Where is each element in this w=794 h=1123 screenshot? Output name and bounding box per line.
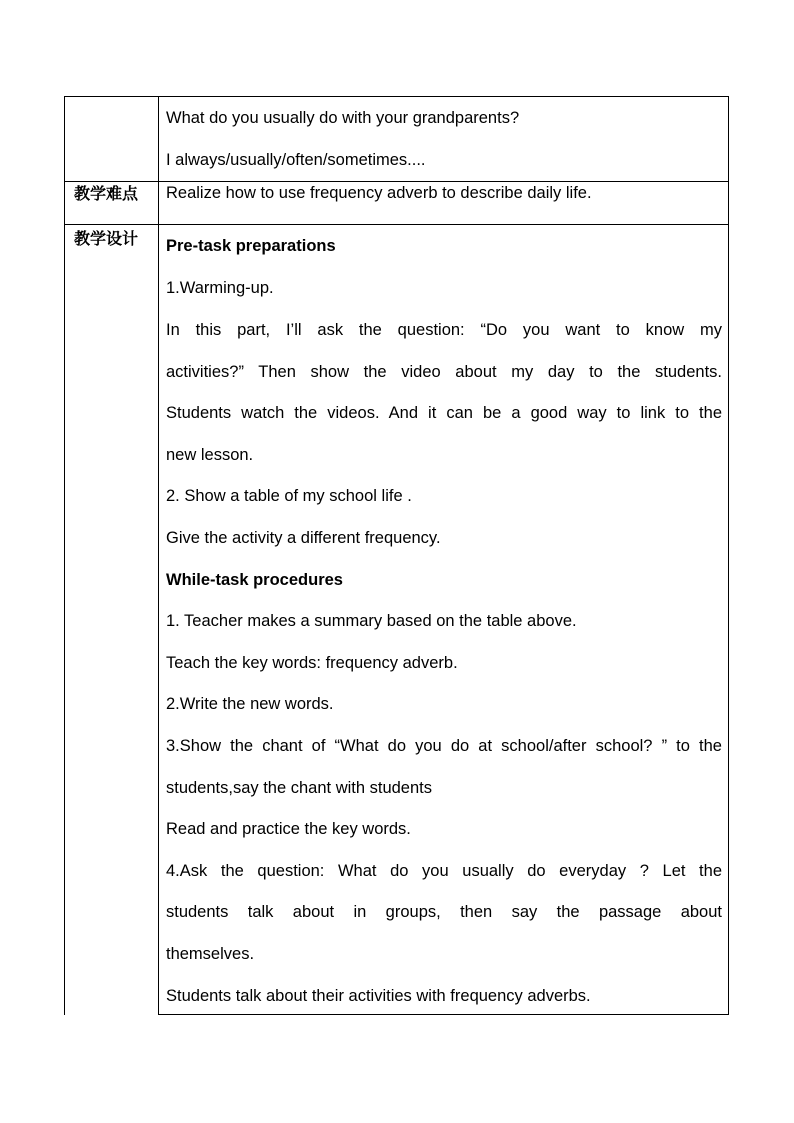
pre-task-paragraph-line: activities?” Then show the video about my day to the students. (166, 363, 722, 381)
show-table-desc: Give the activity a different frequency. (166, 529, 441, 547)
table-right-border (728, 96, 729, 1015)
chant-item-line: students,say the chant with students (166, 779, 432, 797)
pre-task-paragraph-line: new lesson. (166, 446, 254, 464)
row2-content: Realize how to use frequency adverb to describe daily life. (166, 184, 592, 202)
summary-item: 1. Teacher makes a summary based on the table above. (166, 612, 577, 630)
row-divider-2 (64, 224, 729, 225)
row1-line-1: What do you usually do with your grandparents? (166, 109, 520, 127)
question-item-line: 4.Ask the question: What do you usually do everyday ? Let the (166, 862, 722, 880)
pre-task-paragraph-line: Students watch the videos. And it can be a good way to link to the (166, 404, 722, 422)
pre-task-heading: Pre-task preparations (166, 237, 336, 255)
row1-line-2: I always/usually/often/sometimes.... (166, 151, 426, 169)
question-item-line: themselves. (166, 945, 255, 963)
write-words-item: 2.Write the new words. (166, 695, 334, 713)
summary-desc: Teach the key words: frequency adverb. (166, 654, 458, 672)
pre-task-paragraph-line: In this part, I’ll ask the question: “Do you want to know my (166, 321, 722, 339)
warming-up-item: 1.Warming-up. (166, 279, 274, 297)
show-table-item: 2. Show a table of my school life . (166, 487, 412, 505)
question-desc: Students talk about their activities with frequency adverbs. (166, 987, 591, 1005)
column-divider (158, 96, 159, 1015)
row2-label: 教学难点 (74, 184, 139, 203)
chant-desc: Read and practice the key words. (166, 820, 411, 838)
row3-label: 教学设计 (74, 229, 139, 248)
row-divider-1 (64, 181, 729, 182)
table-top-border (64, 96, 729, 97)
while-task-heading: While-task procedures (166, 571, 343, 589)
chant-item-line: 3.Show the chant of “What do you do at school/after school? ” to the (166, 737, 722, 755)
table-bottom-border (158, 1014, 729, 1015)
question-item-line: students talk about in groups, then say the passage about (166, 903, 722, 921)
table-left-border (64, 96, 65, 1015)
